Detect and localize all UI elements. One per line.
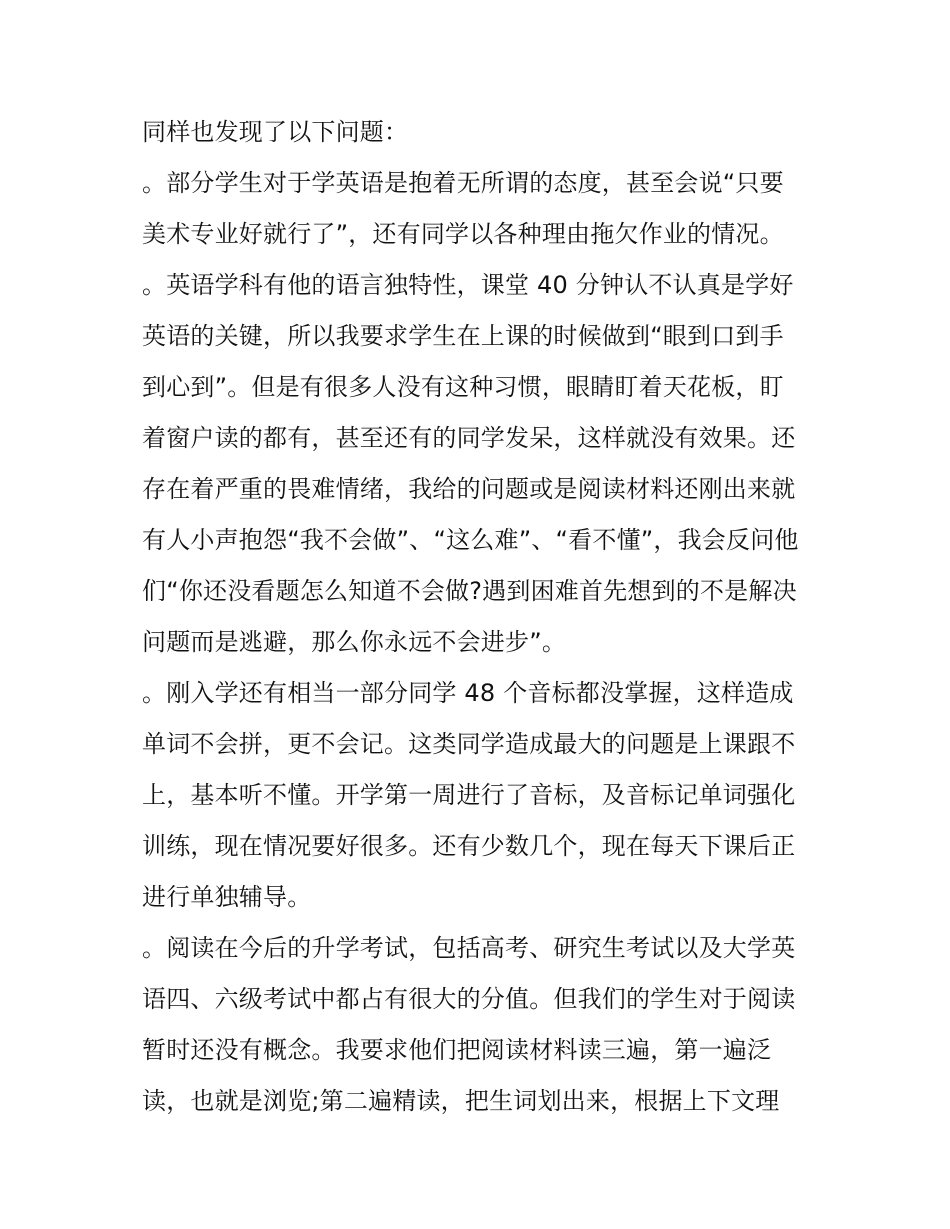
text-line: 有人小声抱怨“我不会做”、“这么难”、“看不懂”，我会反问他 xyxy=(142,526,799,554)
text-line: 读，也就是浏览;第二遍精读，把生词划出来，根据上下文理 xyxy=(142,1087,780,1115)
text-line: 同样也发现了以下问题： xyxy=(142,118,409,146)
text-line: 上，基本听不懂。开学第一周进行了音标，及音标记单词强化 xyxy=(142,781,796,809)
text-line: 。阅读在今后的升学考试，包括高考、研究生考试以及大学英 xyxy=(142,934,796,962)
text-line: 存在着严重的畏难情绪，我给的问题或是阅读材料还刚出来就 xyxy=(142,475,796,503)
text-line: 。英语学科有他的语言独特性，课堂 40 分钟认不认真是学好 xyxy=(142,271,794,299)
text-line: 。刚入学还有相当一部分同学 48 个音标都没掌握，这样造成 xyxy=(142,679,794,707)
text-line: 英语的关键，所以我要求学生在上课的时候做到“眼到口到手 xyxy=(142,322,784,350)
text-line: 美术专业好就行了”，还有同学以各种理由拖欠作业的情况。 xyxy=(142,220,784,248)
text-line: 们“你还没看题怎么知道不会做?遇到困难首先想到的不是解决 xyxy=(142,577,797,605)
text-line: 单词不会拼，更不会记。这类同学造成最大的问题是上课跟不 xyxy=(142,730,796,758)
text-line: 训练，现在情况要好很多。还有少数几个，现在每天下课后正 xyxy=(142,832,796,860)
text-line: 语四、六级考试中都占有很大的分值。但我们的学生对于阅读 xyxy=(142,985,796,1013)
text-line: 暂时还没有概念。我要求他们把阅读材料读三遍，第一遍泛 xyxy=(142,1036,772,1064)
text-line: 进行单独辅导。 xyxy=(142,883,312,911)
text-line: 。部分学生对于学英语是抱着无所谓的态度，甚至会说“只要 xyxy=(142,169,784,197)
document-body xyxy=(142,107,822,1127)
text-line: 着窗户读的都有，甚至还有的同学发呆，这样就没有效果。还 xyxy=(142,424,796,452)
text-line: 到心到”。但是有很多人没有这种习惯，眼睛盯着天花板，盯 xyxy=(142,373,784,401)
text-line: 问题而是逃避，那么你永远不会进步”。 xyxy=(142,628,567,656)
